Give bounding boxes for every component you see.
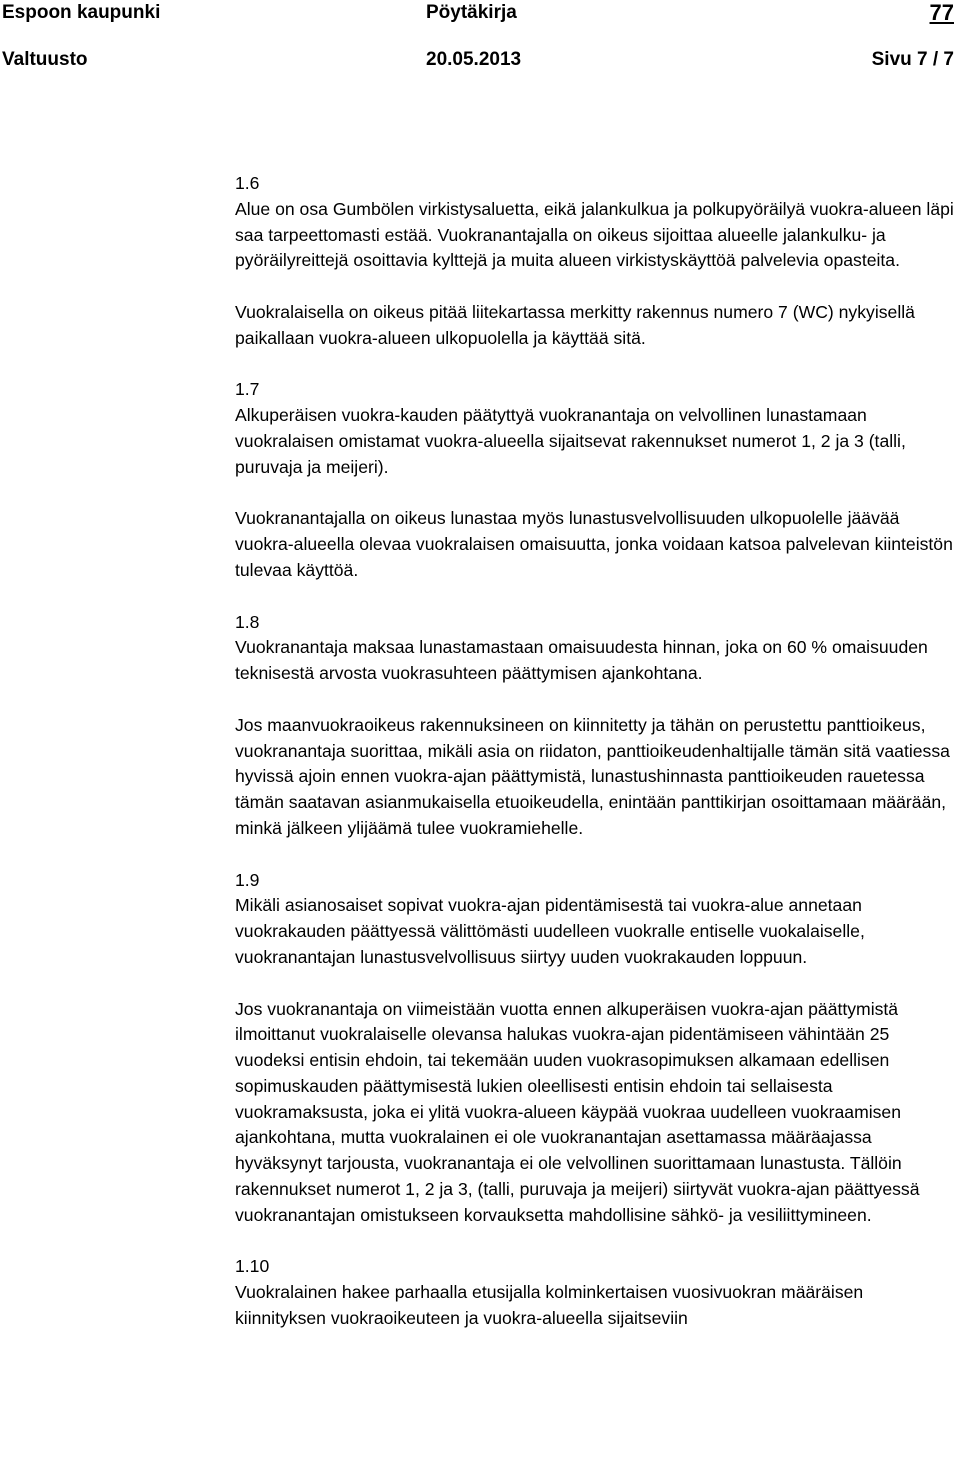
paragraph: Alue on osa Gumbölen virkistysaluetta, eikä jalankulkua ja polkupyöräilyä vuokra-alueen läpi saa tarpeettomasti estää. Vuokranantajalla on oikeus sijoittaa alueelle jalankulku- ja pyöräilyreittejä osoittavia kylttejä ja muita alueen virkistyskäyttöä palvelevia opasteita. (235, 198, 954, 271)
section-number: 1.7 (235, 379, 260, 400)
document-type: Pöytäkirja (426, 2, 517, 23)
organization-name: Espoon kaupunki (2, 2, 161, 23)
section-1-6 (235, 171, 957, 352)
paragraph: Vuokranantaja maksaa lunastamastaan omaisuudesta hinnan, joka on 60 % omaisuuden teknisestä arvosta vuokrasuhteen päättymisen ajankohtana. (235, 637, 928, 684)
page-header-row-1 (0, 0, 960, 26)
section-number: 1.8 (235, 611, 260, 632)
page-number: 77 (929, 0, 954, 25)
paragraph: Vuokralainen hakee parhaalla etusijalla kolminkertaisen vuosivuokran määräisen kiinnityksen vuokraoikeuteen ja vuokra-alueella sijaitseviin (235, 1282, 864, 1329)
paragraph: Vuokranantajalla on oikeus lunastaa myös lunastusvelvollisuuden ulkopuolelle jäävää vuokra-alueella olevaa vuokralaisen omaisuutta, jonka voidaan katsoa palvelevan kiinteistön tulevaa käyttöä. (235, 508, 953, 580)
paragraph: Vuokralaisella on oikeus pitää liitekartassa merkitty rakennus numero 7 (WC) nykyisellä paikallaan vuokra-alueen ulkopuolella ja käyttää sitä. (235, 301, 915, 348)
section-number: 1.10 (235, 1256, 270, 1277)
paragraph: Jos maanvuokraoikeus rakennuksineen on kiinnitetty ja tähän on perustettu panttioikeus, vuokranantaja suorittaa, mikäli asia on riidaton, panttioikeudenhaltijalle tämän sitä vaatiessa hyvissä ajoin ennen vuokra-ajan päättymistä, lunastushinnasta panttioikeuden rauetessa tämän saatavan asianmukaisella etuoikeudella, enintään panttikirjan osoittamaan määrään, minkä jälkeen ylijäämä tulee vuokramiehelle. (235, 714, 950, 838)
meeting-date: 20.05.2013 (426, 49, 522, 70)
section-1-10 (235, 1254, 957, 1331)
page-info: Sivu 7 / 7 (871, 49, 954, 70)
paragraph: Alkuperäisen vuokra-kauden päätyttyä vuokranantaja on velvollinen lunastamaan vuokralaisen omistamat vuokra-alueella sijaitsevat rakennukset numerot 1, 2 ja 3 (talli, puruvaja ja meijeri). (235, 405, 906, 477)
section-1-9 (235, 868, 957, 1229)
document-body (235, 171, 957, 1332)
section-1-7 (235, 377, 957, 583)
paragraph: Mikäli asianosaiset sopivat vuokra-ajan pidentämisestä tai vuokra-alue annetaan vuokrakauden päättyessä välittömästi uudelleen vuokralle entiselle vuokalaiselle, vuokranantajan lunastusvelvollisuus siirtyy uuden vuokrakauden loppuun. (235, 895, 865, 967)
section-number: 1.6 (235, 173, 260, 193)
page-header-row-2 (0, 47, 960, 73)
paragraph: Jos vuokranantaja on viimeistään vuotta ennen alkuperäisen vuokra-ajan päättymistä ilmoittanut vuokralaiselle olevansa halukas vuokra-ajan pidentämiseen vähintään 25 vuodeksi entisin ehdoin, tai tekemään uuden vuokrasopimuksen alkamaan edellisen sopimuskauden päättymisestä lukien oleellisesti entisin ehdoin tai sellaisesta vuokramaksusta, joka ei ylitä vuokra-alueen käypää vuokraa uudelleen vuokraamisen ajankohtana, mutta vuokralainen ei ole vuokranantajan asettamassa määräajassa hyväksynyt tarjousta, vuokranantaja ei ole velvollinen suorittamaan lunastusta. Tällöin rakennukset numerot 1, 2 ja 3, (talli, puruvaja ja meijeri) siirtyvät vuokra-ajan päättyessä vuokranantajan omistukseen korvauksetta mahdollisine sähkö- ja vesiliittymineen. (235, 998, 920, 1225)
section-number: 1.9 (235, 869, 260, 890)
body-name: Valtuusto (2, 49, 88, 70)
section-1-8 (235, 610, 957, 842)
